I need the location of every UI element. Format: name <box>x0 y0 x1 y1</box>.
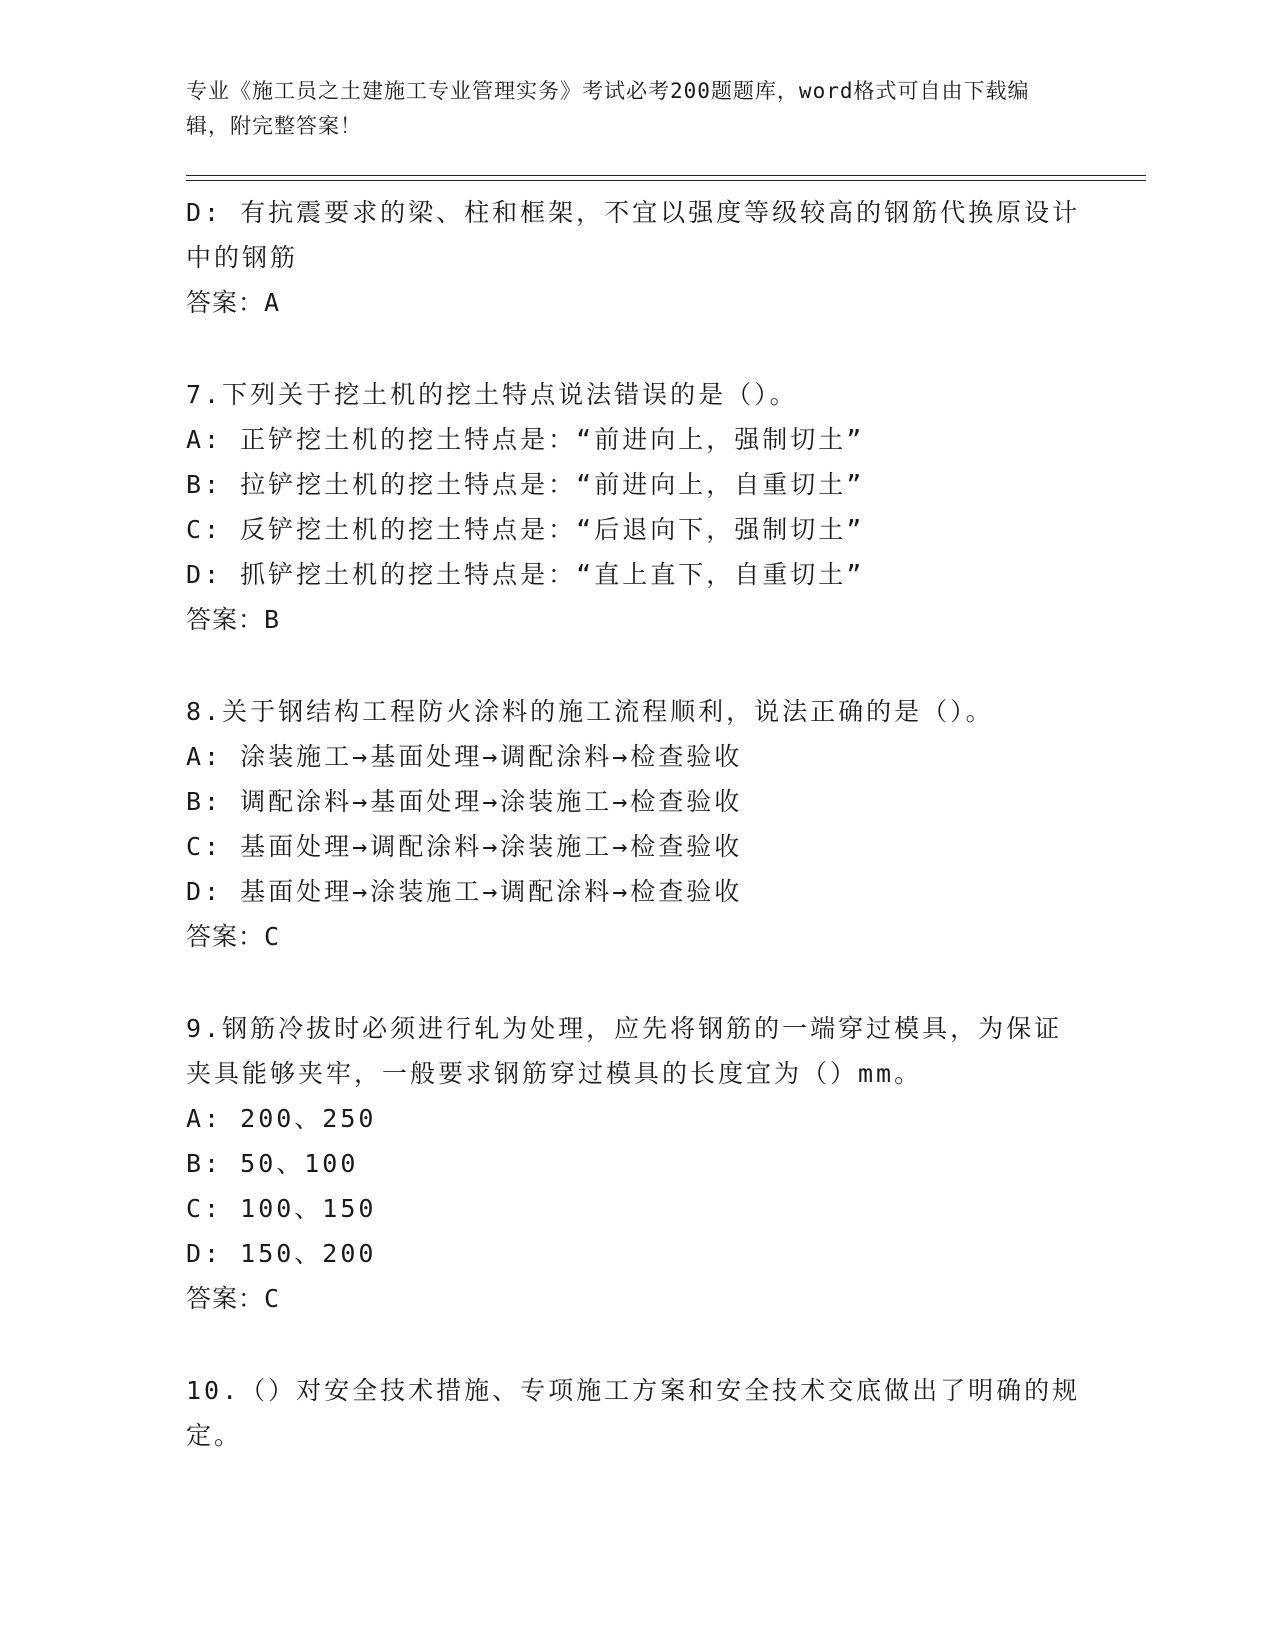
option-b: B: 拉铲挖土机的挖土特点是：“前进向上，自重切土” <box>186 470 865 499</box>
question-stem: 10.（）对安全技术措施、专项施工方案和安全技术交底做出了明确的规定。 <box>186 1376 1081 1450</box>
option-d: D: 基面处理→涂装施工→调配涂料→检查验收 <box>186 877 743 906</box>
option-c: C: 100、150 <box>186 1194 377 1223</box>
option-c: C: 反铲挖土机的挖土特点是：“后退向下，强制切土” <box>186 515 865 544</box>
question-7 <box>186 372 1086 642</box>
question-stem: 9.钢筋冷拔时必须进行轧为处理，应先将钢筋的一端穿过模具，为保证夹具能够夹牢，一般要求钢筋穿过模具的长度宜为（）mm。 <box>186 1014 1063 1088</box>
option-a: A: 涂装施工→基面处理→调配涂料→检查验收 <box>186 742 743 771</box>
option-d: D: 150、200 <box>186 1239 377 1268</box>
question-stem: 7.下列关于挖土机的挖土特点说法错误的是（）。 <box>186 380 798 409</box>
option-b: B: 调配涂料→基面处理→涂装施工→检查验收 <box>186 787 743 816</box>
document-header <box>186 74 1066 144</box>
header-divider-top <box>186 175 1146 176</box>
option-a: A: 200、250 <box>186 1104 377 1133</box>
answer: 答案：C <box>186 1284 281 1313</box>
answer: 答案：C <box>186 922 281 951</box>
question-stem: 8.关于钢结构工程防火涂料的施工流程顺利，说法正确的是（）。 <box>186 697 994 726</box>
question-6-tail <box>186 190 1086 325</box>
question-8 <box>186 689 1086 959</box>
option-d: D: 抓铲挖土机的挖土特点是：“直上直下，自重切土” <box>186 560 865 589</box>
answer: 答案：B <box>186 605 281 634</box>
header-title: 专业《施工员之土建施工专业管理实务》考试必考200题题库，word格式可自由下载编辑，附完整答案！ <box>186 79 1030 138</box>
answer: 答案：A <box>186 288 281 317</box>
option-b: B: 50、100 <box>186 1149 359 1178</box>
option-c: C: 基面处理→调配涂料→涂装施工→检查验收 <box>186 832 743 861</box>
question-10 <box>186 1368 1086 1458</box>
header-divider-bottom <box>186 180 1146 181</box>
option-d: D: 有抗震要求的梁、柱和框架，不宜以强度等级较高的钢筋代换原设计中的钢筋 <box>186 198 1081 272</box>
question-9 <box>186 1006 1086 1321</box>
option-a: A: 正铲挖土机的挖土特点是：“前进向上，强制切土” <box>186 425 865 454</box>
document-body <box>186 190 1086 1458</box>
